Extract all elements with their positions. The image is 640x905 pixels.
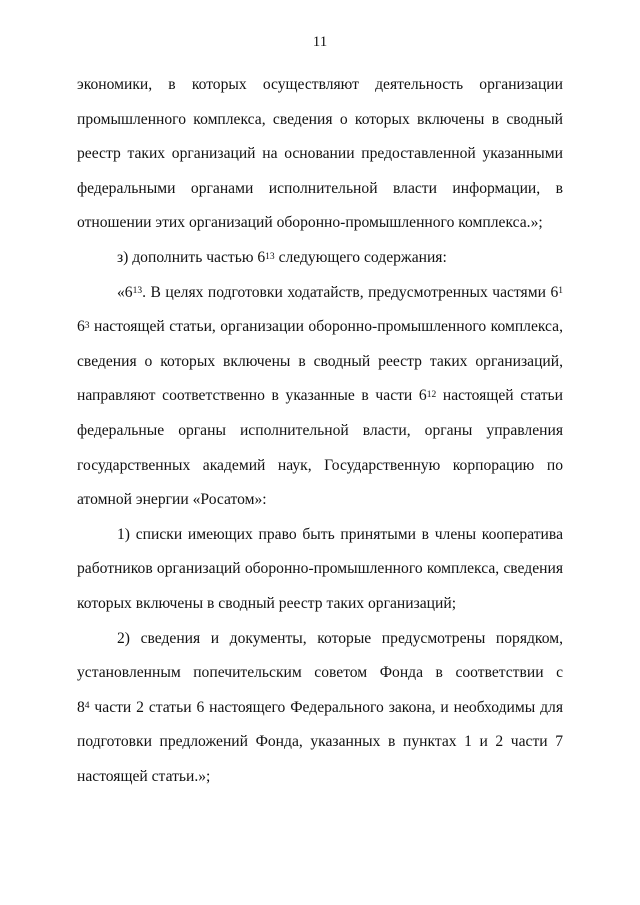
text-segment: федеральными органами исполнительной власти информации, в xyxy=(77,179,563,197)
text-segment: экономики, в которых осуществляют деятельность организации xyxy=(77,76,563,93)
text-segment: которых включены в сводный реестр таких организаций; xyxy=(77,594,457,612)
text-line xyxy=(77,518,563,553)
text-line xyxy=(77,241,563,276)
superscript: 13 xyxy=(265,251,275,262)
text-segment: з) дополнить частью 6 xyxy=(117,248,266,266)
text-line xyxy=(77,206,563,241)
superscript: 13 xyxy=(132,286,143,297)
text-segment: промышленного комплекса, сведения о которых включены в сводный xyxy=(77,110,563,128)
text-line xyxy=(77,276,563,311)
superscript: 4 xyxy=(84,701,90,712)
text-segment: отношении этих организаций оборонно-промышленного комплекса.»; xyxy=(77,214,543,232)
text-line xyxy=(77,691,563,726)
text-line xyxy=(77,760,563,795)
superscript: 3 xyxy=(84,320,90,331)
text-line xyxy=(77,172,563,207)
text-segment: установленным попечительским советом Фонда в соответствии с xyxy=(77,664,563,682)
text-segment: . В целях подготовки ходатайств, предусмотренных частями 6 xyxy=(142,283,559,301)
document-body xyxy=(77,68,563,794)
text-segment: федеральные органы исполнительной власти, органы управления xyxy=(77,421,563,439)
text-line xyxy=(77,414,563,449)
text-line xyxy=(77,622,563,657)
text-segment: работников организаций оборонно-промышленного комплекса, сведения xyxy=(77,560,563,578)
text-line xyxy=(77,725,563,760)
text-line xyxy=(77,449,563,484)
text-line xyxy=(77,587,563,622)
text-segment: 1) списки имеющих право быть принятыми в члены кооператива xyxy=(117,525,563,543)
text-segment: «6 xyxy=(117,283,133,301)
text-segment: 2) сведения и документы, которые предусмотрены порядком, xyxy=(117,629,563,647)
text-segment: государственных академий наук, Государственную корпорацию по xyxy=(77,456,563,474)
text-line xyxy=(77,483,563,518)
text-line xyxy=(77,345,563,380)
text-line xyxy=(77,310,563,345)
text-segment: 8 xyxy=(77,698,85,716)
text-segment: настоящей статьи xyxy=(436,387,563,405)
text-line xyxy=(77,379,563,414)
text-segment: настоящей статьи.»; xyxy=(77,767,211,785)
text-line xyxy=(77,656,563,691)
text-line xyxy=(77,137,563,172)
text-segment: части 2 статьи 6 настоящего Федерального закона, и необходимы для xyxy=(89,698,563,716)
superscript: 12 xyxy=(426,390,437,401)
superscript: 1 xyxy=(558,286,563,297)
text-segment: настоящей статьи, организации оборонно-промышленного комплекса, xyxy=(89,318,563,336)
text-segment: следующего содержания: xyxy=(274,248,447,266)
text-line xyxy=(77,68,563,103)
text-segment: 6 xyxy=(77,318,85,336)
text-line xyxy=(77,552,563,587)
text-segment: атомной энергии «Росатом»: xyxy=(77,491,267,509)
text-segment: реестр таких организаций на основании предоставленной указанными xyxy=(77,145,563,163)
page-number: 11 xyxy=(312,34,328,50)
text-segment: подготовки предложений Фонда, указанных в пунктах 1 и 2 части 7 xyxy=(77,733,563,751)
text-line xyxy=(77,103,563,138)
text-segment: направляют соответственно в указанные в части 6 xyxy=(77,387,427,405)
text-segment: сведения о которых включены в сводный реестр таких организаций, xyxy=(77,352,563,370)
